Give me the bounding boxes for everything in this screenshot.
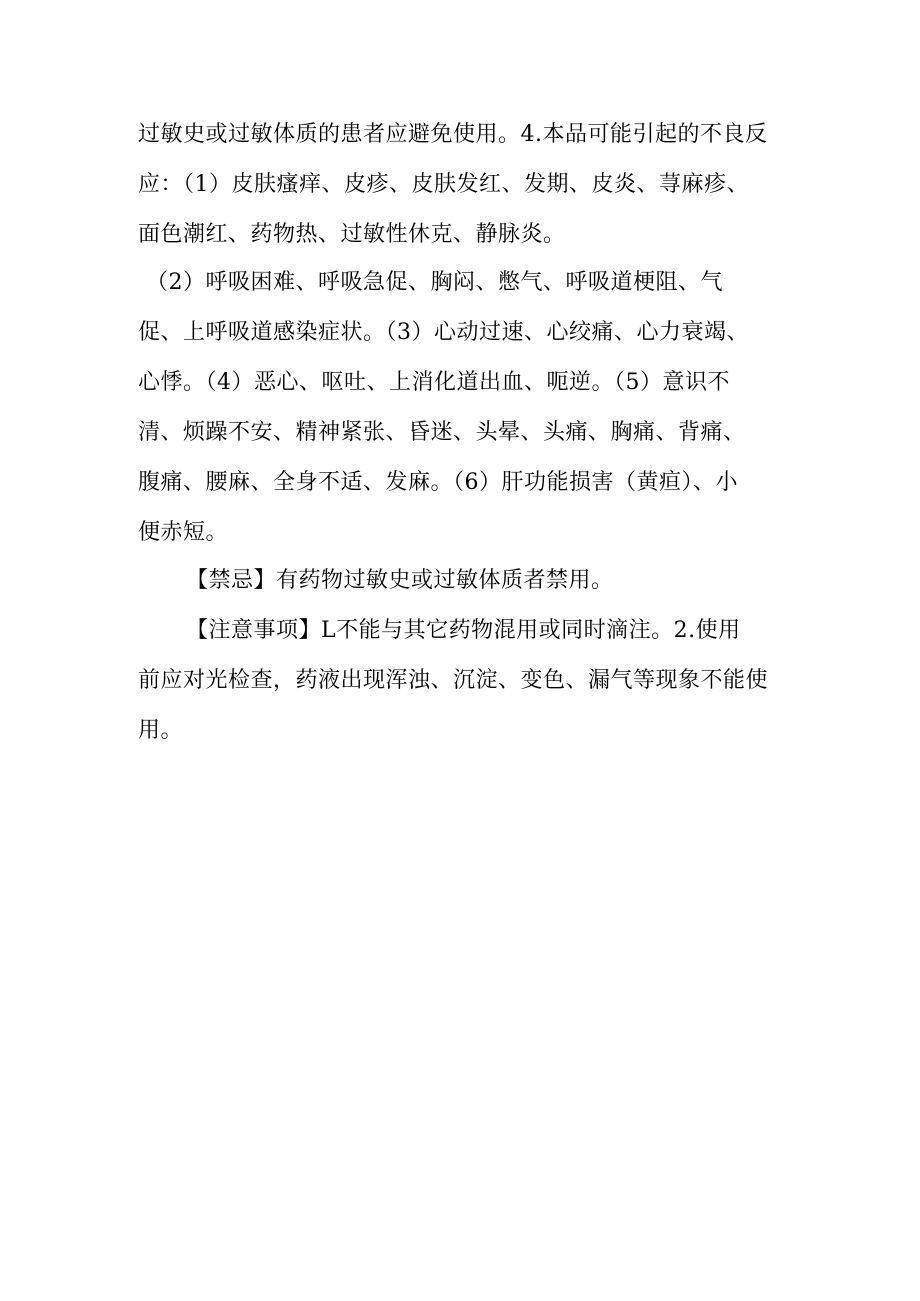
text-line-7: 清、烦躁不安、精神紧张、昏迷、头晕、头痛、胸痛、背痛、 xyxy=(138,420,746,445)
text-line-4: （2）呼吸困难、呼吸急促、胸闷、憋气、呼吸道梗阻、气 xyxy=(146,270,723,295)
text-line-5: 促、上呼吸道感染症状。（3）心动过速、心绞痛、心力衰竭、 xyxy=(138,320,749,345)
contraindications-line: 【禁忌】有药物过敏史或过敏体质者禁用。 xyxy=(186,568,614,593)
text-line-9: 便赤短。 xyxy=(138,520,229,545)
text-line-6: 心悸。（4）恶心、呕吐、上消化道出血、呃逆。（5）意识不 xyxy=(138,370,730,395)
text-line-8: 腹痛、腰麻、全身不适、发麻。（6）肝功能损害（黄疸）、小 xyxy=(138,470,738,495)
text-line-1: 过敏史或过敏体质的患者应避免使用。4.本品可能引起的不良反 xyxy=(138,122,768,147)
text-line-13: 用。 xyxy=(138,718,184,743)
text-line-2: 应：（1）皮肤瘙痒、皮疹、皮肤发红、发期、皮炎、荨麻疹、 xyxy=(138,172,749,197)
precautions-line: 【注意事项】L不能与其它药物混用或同时滴注。2.使用 xyxy=(186,618,741,643)
text-line-3: 面色潮红、药物热、过敏性休克、静脉炎。 xyxy=(138,222,566,247)
text-line-12: 前应对光检查，药液出现浑浊、沉淀、变色、漏气等现象不能使 xyxy=(138,668,769,693)
